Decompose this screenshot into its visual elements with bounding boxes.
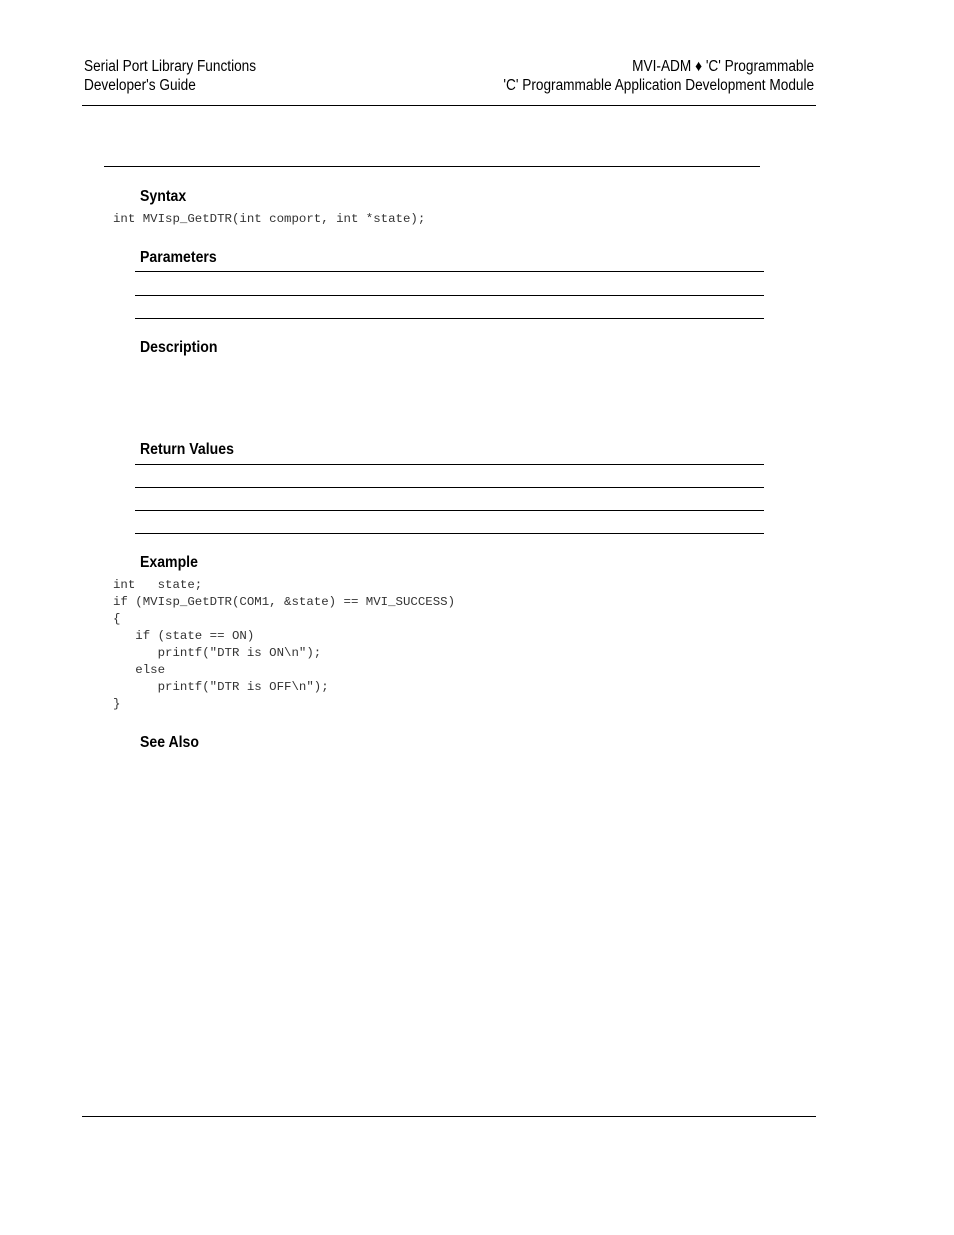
header-rule	[82, 105, 816, 106]
description-heading: Description	[140, 339, 218, 356]
parameters-heading: Parameters	[140, 249, 217, 266]
syntax-heading: Syntax	[140, 188, 187, 205]
return-values-table	[135, 464, 764, 535]
return-values-table-row-rule	[135, 487, 764, 488]
header-left	[84, 57, 256, 95]
header-library-title: Serial Port Library Functions	[84, 58, 257, 75]
parameters-table-row-rule	[135, 295, 764, 296]
footer-rule	[82, 1116, 816, 1117]
see-also-heading: See Also	[140, 734, 199, 751]
header-product-title: MVI-ADM ♦ 'C' Programmable	[632, 58, 814, 75]
example-code: int state; if (MVIsp_GetDTR(COM1, &state) == MVI_SUCCESS) { if (state == ON) printf("DTR is ON\n"); else printf("DTR is OFF\n"); }	[113, 578, 456, 711]
function-title-rule	[104, 166, 760, 167]
parameters-table	[135, 271, 764, 319]
return-values-table-bottom-rule	[135, 533, 764, 534]
header-module-title: 'C' Programmable Application Development Module	[503, 77, 814, 94]
return-values-table-row-rule	[135, 510, 764, 511]
syntax-code: int MVIsp_GetDTR(int comport, int *state);	[113, 212, 426, 226]
return-values-heading: Return Values	[140, 441, 234, 458]
parameters-table-bottom-rule	[135, 318, 764, 319]
header-right	[503, 57, 814, 95]
header-guide-title: Developer's Guide	[84, 77, 196, 94]
parameters-table-top-rule	[135, 271, 764, 272]
example-heading: Example	[140, 554, 198, 571]
return-values-table-top-rule	[135, 464, 764, 465]
